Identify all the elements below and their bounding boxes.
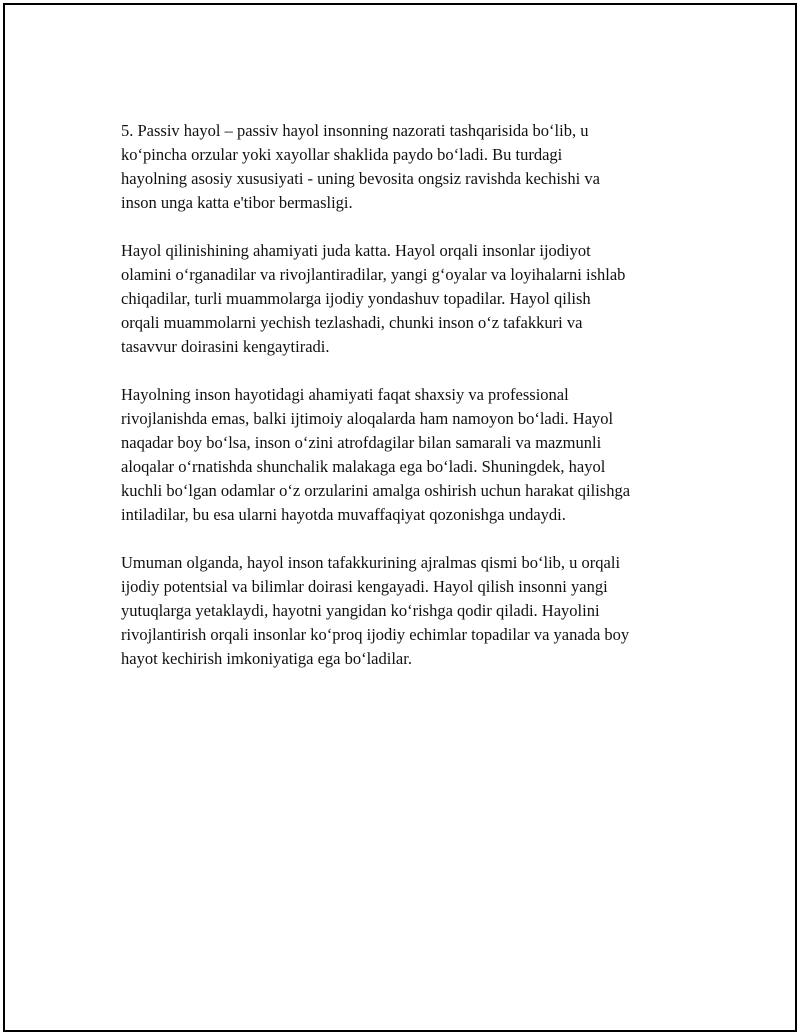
text-line: 5. Passiv hayol – passiv hayol insonning nazorati tashqarisida boʻlib, u [121, 121, 589, 140]
paragraph-passive-imagination [121, 119, 701, 215]
text-line: Hayolning inson hayotidagi ahamiyati faqat shaxsiy va professional [121, 385, 569, 404]
text-line: chiqadilar, turli muammolarga ijodiy yondashuv topadilar. Hayol qilish [121, 289, 591, 308]
text-line: ijodiy potentsial va bilimlar doirasi kengayadi. Hayol qilish insonni yangi [121, 577, 608, 596]
paragraph-social-relations [121, 383, 701, 527]
text-line: inson unga katta e'tibor bermasligi. [121, 193, 353, 212]
text-line: yutuqlarga yetaklaydi, hayotni yangidan koʻrishga qodir qiladi. Hayolini [121, 601, 600, 620]
text-line: rivojlantirish orqali insonlar koʻproq ijodiy echimlar topadilar va yanada boy [121, 625, 630, 644]
text-line: hayot kechirish imkoniyatiga ega boʻladilar. [121, 649, 412, 668]
text-line: naqadar boy boʻlsa, inson oʻzini atrofdagilar bilan samarali va mazmunli [121, 433, 602, 452]
text-line: olamini oʻrganadilar va rivojlantiradilar, yangi gʻoyalar va loyihalarni ishlab [121, 265, 626, 284]
text-line: orqali muammolarni yechish tezlashadi, chunki inson oʻz tafakkuri va [121, 313, 583, 332]
document-body [121, 119, 701, 695]
paragraph-importance [121, 239, 701, 359]
text-line: intiladilar, bu esa ularni hayotda muvaffaqiyat qozonishga undaydi. [121, 505, 566, 524]
text-line: Umuman olganda, hayol inson tafakkurining ajralmas qismi boʻlib, u orqali [121, 553, 621, 572]
text-line: tasavvur doirasini kengaytiradi. [121, 337, 330, 356]
text-line: aloqalar oʻrnatishda shunchalik malakaga ega boʻladi. Shuningdek, hayol [121, 457, 606, 476]
text-line: rivojlanishda emas, balki ijtimoiy aloqalarda ham namoyon boʻladi. Hayol [121, 409, 614, 428]
text-line: kuchli boʻlgan odamlar oʻz orzularini amalga oshirish uchun harakat qilishga [121, 481, 631, 500]
document-page [3, 3, 797, 1032]
paragraph-conclusion [121, 551, 701, 671]
text-line: koʻpincha orzular yoki xayollar shaklida paydo boʻladi. Bu turdagi [121, 145, 563, 164]
text-line: Hayol qilinishining ahamiyati juda katta. Hayol orqali insonlar ijodiyot [121, 241, 591, 260]
text-line: hayolning asosiy xususiyati - uning bevosita ongsiz ravishda kechishi va [121, 169, 600, 188]
